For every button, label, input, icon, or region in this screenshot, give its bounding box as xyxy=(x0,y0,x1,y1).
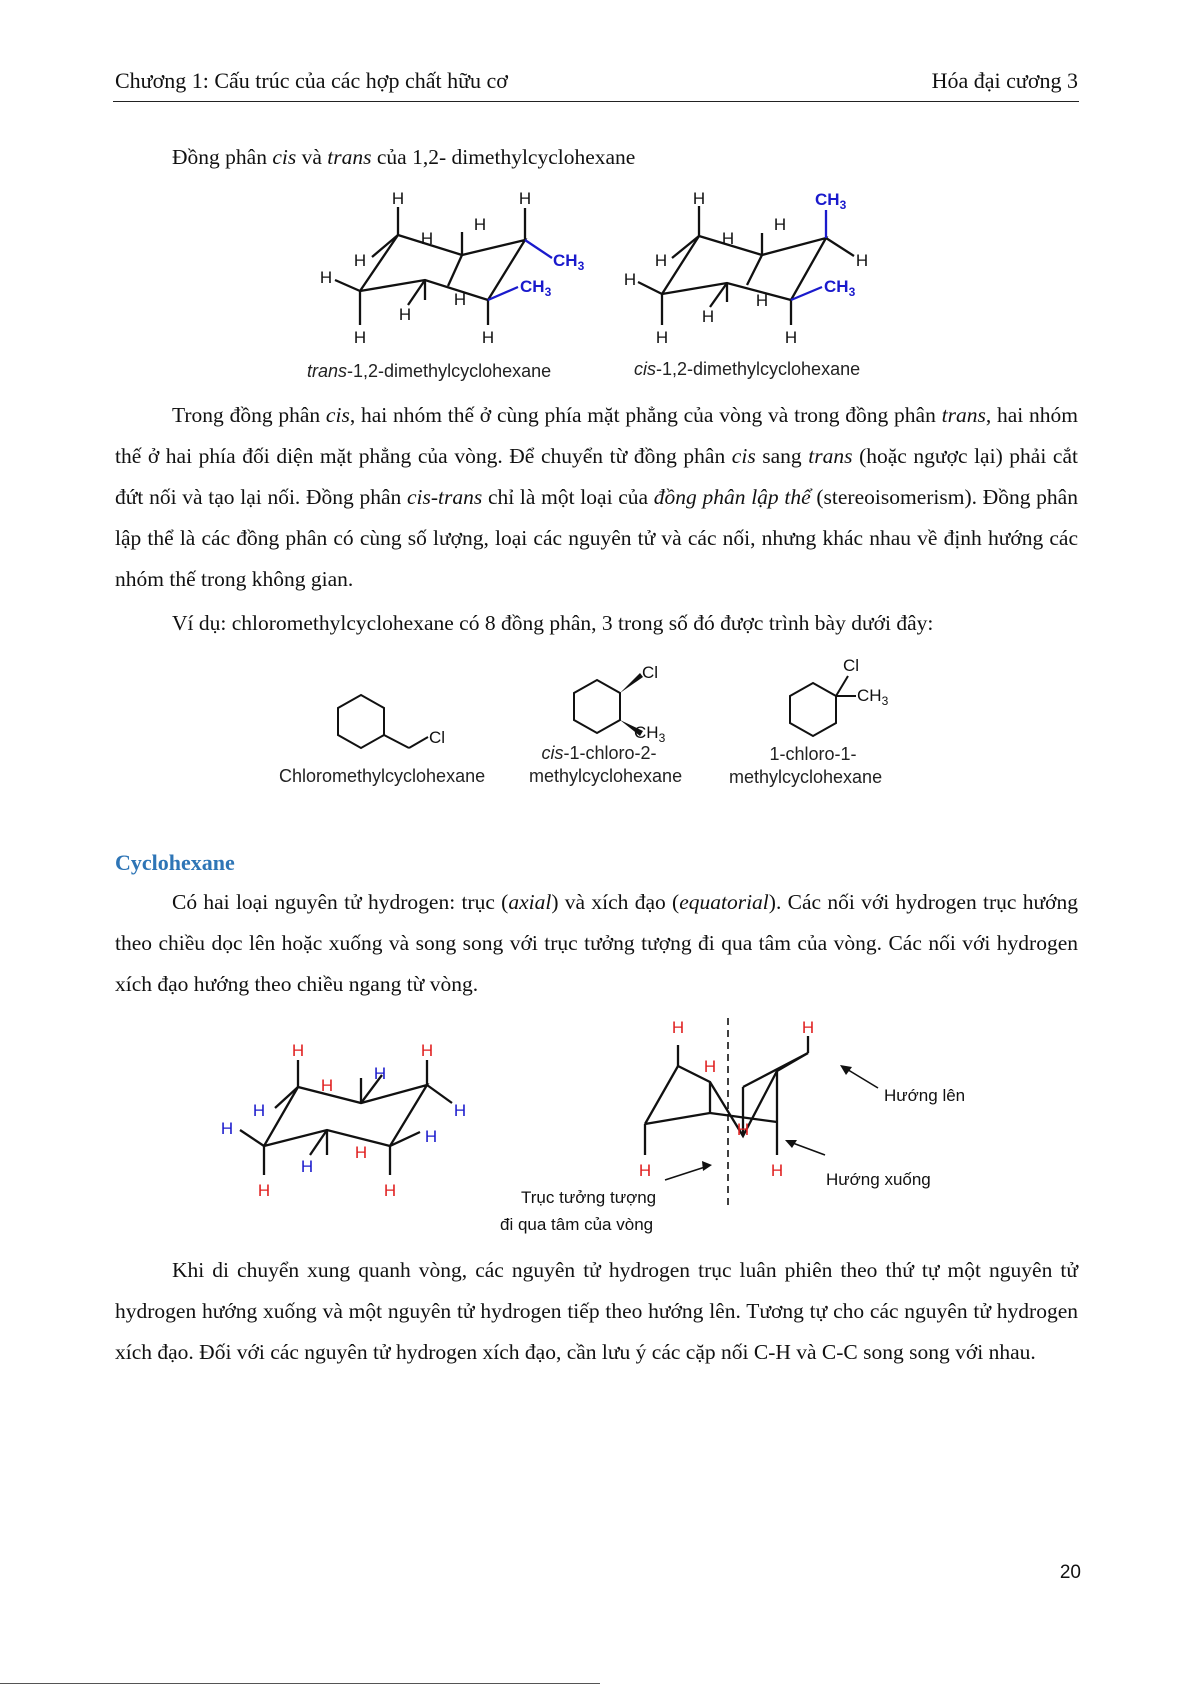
section-heading: Cyclohexane xyxy=(115,850,235,875)
h-label: H xyxy=(353,251,367,270)
cl-label: Cl xyxy=(642,663,659,682)
axial-h-label: H xyxy=(736,1120,750,1139)
equatorial-h-label: H xyxy=(424,1127,438,1146)
cis-chloro-caption-line2: methylcyclohexane xyxy=(529,766,683,786)
equatorial-h-label: H xyxy=(373,1064,387,1083)
cl-label: Cl xyxy=(429,728,446,747)
axis-label-line2: đi qua tâm của vòng xyxy=(500,1215,654,1234)
h-label: H xyxy=(655,328,669,347)
up-label: Hướng lên xyxy=(884,1086,966,1105)
equatorial-h-label: H xyxy=(453,1101,467,1120)
cis-chloro-caption-line1: cis-1-chloro-2- xyxy=(541,743,657,763)
cis-caption: cis-1,2-dimethylcyclohexane xyxy=(634,359,861,379)
cis-trans-paragraph: Trong đồng phân cis, hai nhóm thế ở cùng phía mặt phẳng của vòng và trong đồng phân trans, hai nhóm thế ở hai phía đối diện mặt phẳng của vòng. Để chuyển từ đồng phân cis sang trans (hoặc ngược lại) phải cắt đứt nối và tạo lại nối. Đồng phân cis-trans chỉ là một loại của đồng phân lập thể (stereoisomerism). Đồng phân lập thể là các đồng phân có cùng số lượng, loại các nguyên tử và các nối, nhưng khác nhau về định hướng các nhóm thế trong không gian. xyxy=(115,403,1078,591)
h-label: H xyxy=(420,229,434,248)
intro-paragraph: Đồng phân cis và trans của 1,2- dimethylcyclohexane xyxy=(172,145,636,169)
course-title: Hóa đại cương 3 xyxy=(931,68,1078,93)
chloro-methyl-caption-line2: methylcyclohexane xyxy=(729,767,883,787)
cyclohexane-chair-axial-equatorial xyxy=(210,1030,480,1205)
ch3-label: $CH_3$ xyxy=(815,190,847,212)
cis-dimethylcyclohexane-diagram xyxy=(610,180,890,350)
axial-h-label: H xyxy=(671,1018,685,1037)
trans-caption: trans-1,2-dimethylcyclohexane xyxy=(307,361,552,381)
equatorial-h-label: H xyxy=(300,1157,314,1176)
h-label: H xyxy=(784,328,798,347)
h-label: H xyxy=(755,291,769,310)
h-label: H xyxy=(623,270,637,289)
h-label: H xyxy=(518,189,532,208)
cl-label: Cl xyxy=(843,656,860,675)
h-label: H xyxy=(701,307,715,326)
down-label: Hướng xuống xyxy=(826,1170,931,1189)
h-label: H xyxy=(353,328,367,347)
chloro-methyl-caption-line1: 1-chloro-1- xyxy=(769,744,857,764)
h-label: H xyxy=(319,268,333,287)
chloromethylcyclohexane-caption: Chloromethylcyclohexane xyxy=(279,766,486,786)
ch3-label: $CH_3$ xyxy=(857,686,889,708)
ch3-label: $CH_3$ xyxy=(634,723,666,745)
h-label: H xyxy=(773,215,787,234)
trans-dimethylcyclohexane-diagram xyxy=(300,180,600,350)
axial-h-label: H xyxy=(257,1181,271,1200)
h-label: H xyxy=(453,290,467,309)
h-label: H xyxy=(855,251,869,270)
axial-h-label: H xyxy=(320,1076,334,1095)
axial-h-label: H xyxy=(801,1018,815,1037)
h-label: H xyxy=(473,215,487,234)
ch3-label: $CH_3$ xyxy=(553,251,585,273)
axial-h-label: H xyxy=(638,1161,652,1180)
h-label: H xyxy=(398,305,412,324)
cyclohexane-side-view-axis xyxy=(500,1010,1010,1240)
ch3-label: $CH_3$ xyxy=(520,277,552,299)
axial-h-label: H xyxy=(383,1181,397,1200)
example-paragraph: Ví dụ: chloromethylcyclohexane có 8 đồng phân, 3 trong số đó được trình bày dưới đây: xyxy=(172,611,934,635)
footer-rule xyxy=(0,1683,600,1684)
h-label: H xyxy=(391,189,405,208)
axial-h-label: H xyxy=(291,1041,305,1060)
h-label: H xyxy=(692,189,706,208)
axial-h-label: H xyxy=(770,1161,784,1180)
equatorial-h-label: H xyxy=(252,1101,266,1120)
axis-label-line1: Trục tưởng tượng xyxy=(521,1188,657,1207)
axial-h-label: H xyxy=(420,1041,434,1060)
h-label: H xyxy=(481,328,495,347)
h-label: H xyxy=(721,229,735,248)
axial-h-label: H xyxy=(354,1143,368,1162)
header-rule xyxy=(113,101,1079,102)
equatorial-h-label: H xyxy=(220,1119,234,1138)
ch3-label: $CH_3$ xyxy=(824,277,856,299)
final-paragraph: Khi di chuyển xung quanh vòng, các nguyên tử hydrogen trục luân phiên theo thứ tự một nguyên tử hydrogen hướng xuống và một nguyên tử hydrogen tiếp theo hướng lên. Tương tự cho các nguyên tử hydrogen xích đạo. Đối với các nguyên tử hydrogen xích đạo, cần lưu ý các cặp nối C-H và C-C song song với nhau. xyxy=(115,1258,1078,1364)
chapter-title: Chương 1: Cấu trúc của các hợp chất hữu cơ xyxy=(115,68,508,93)
h-label: H xyxy=(654,251,668,270)
page-number: 20 xyxy=(1059,1562,1081,1583)
axial-equatorial-paragraph: Có hai loại nguyên tử hydrogen: trục (axial) và xích đạo (equatorial). Các nối với hydrogen trục hướng theo chiều dọc lên hoặc xuống và song song với trục tưởng tượng đi qua tâm của vòng. Các nối với hydrogen xích đạo hướng theo chiều ngang từ vòng. xyxy=(115,890,1078,996)
axial-h-label: H xyxy=(703,1057,717,1076)
